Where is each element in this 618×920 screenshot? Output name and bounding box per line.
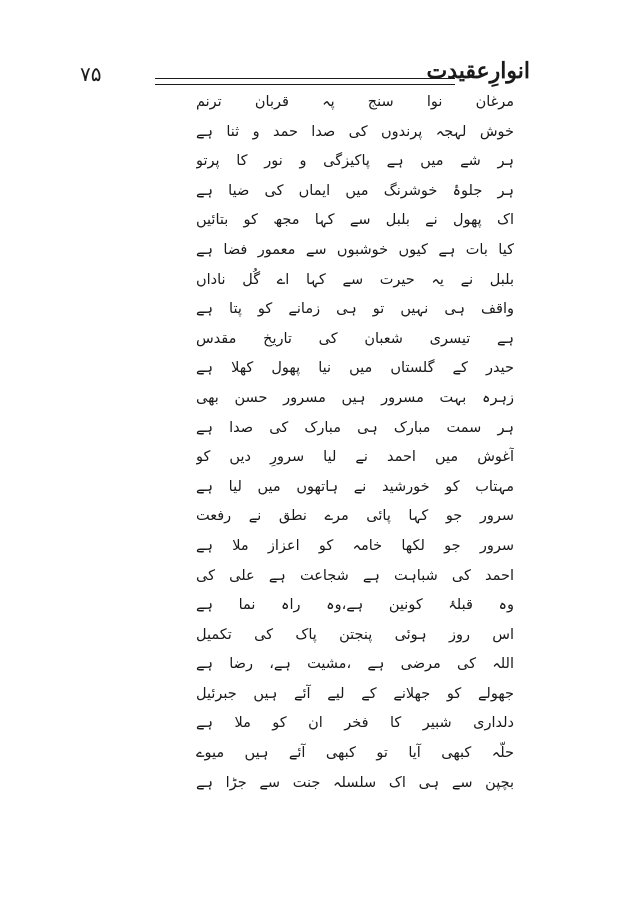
header-rule-top — [155, 78, 455, 79]
verse-line: بلبل نے یہ حیرت سے کہا اے گُل ناداں — [196, 271, 514, 288]
verse-line: ہے تیسری شعبان کی تاریخ مقدس — [196, 330, 514, 347]
verse-line: آغوش میں احمد نے لیا سرورِ دیں کو — [196, 449, 514, 466]
verse-line: ہر شے میں ہے پاکیزگی و نور کا پرتو — [196, 153, 514, 170]
verse-line: حلّہ کبھی آیا تو کبھی آئے ہیں میوے — [196, 745, 514, 762]
verse-line: احمد کی شباہت ہے شجاعت ہے علی کی — [196, 567, 514, 584]
verse-line: جھولے کو جھلانے کے لیے آئے ہیں جبرئیل — [196, 685, 514, 702]
poem-body — [196, 88, 514, 798]
verse-line: ہر سمت مبارک ہی مبارک کی صدا ہے — [196, 419, 514, 436]
verse-line: مہتاب کو خورشید نے ہاتھوں میں لیا ہے — [196, 478, 514, 495]
verse-line: ہر جلوۂ خوشرنگ میں ایماں کی ضیا ہے — [196, 182, 514, 199]
book-title: انوارِعقیدت — [426, 58, 530, 84]
header-rule-bottom — [155, 84, 455, 85]
verse-line: سرور جو لکھا خامہ کو اعزاز ملا ہے — [196, 537, 514, 554]
verse-line: حیدر کے گلستاں میں نیا پھول کھلا ہے — [196, 360, 514, 377]
verse-line: بچپن سے ہی اک سلسلہ جنت سے جڑا ہے — [196, 774, 514, 791]
page-number: ۷۵ — [80, 62, 102, 86]
verse-line: دلداری شبیر کا فخر ان کو ملا ہے — [196, 715, 514, 732]
verse-line: کیا بات ہے کیوں خوشبوں سے معمور فضا ہے — [196, 241, 514, 258]
verse-line: واقف ہی نہیں تو ہی زمانے کو پتا ہے — [196, 301, 514, 318]
verse-line: خوش لہجہ پرندوں کی صدا حمد و ثنا ہے — [196, 123, 514, 140]
verse-line: سرور جو کہا پائی مرے نطق نے رفعت — [196, 508, 514, 525]
verse-line: اک پھول نے بلبل سے کہا مجھ کو بتائیں — [196, 212, 514, 229]
verse-line: مرغان نوا سنج پہ قربان ترنم — [196, 94, 514, 110]
verse-line: اس روز ہوئی پنجتن پاک کی تکمیل — [196, 626, 514, 643]
verse-line: اللہ کی مرضی ہے ،مشیت ہے، رضا ہے — [196, 656, 514, 673]
verse-line: زہرہ بہت مسرور ہیں مسرور حسن بھی — [196, 389, 514, 406]
verse-line: وہ قبلۂ کونین ہے،وہ راہ نما ہے — [196, 597, 514, 614]
